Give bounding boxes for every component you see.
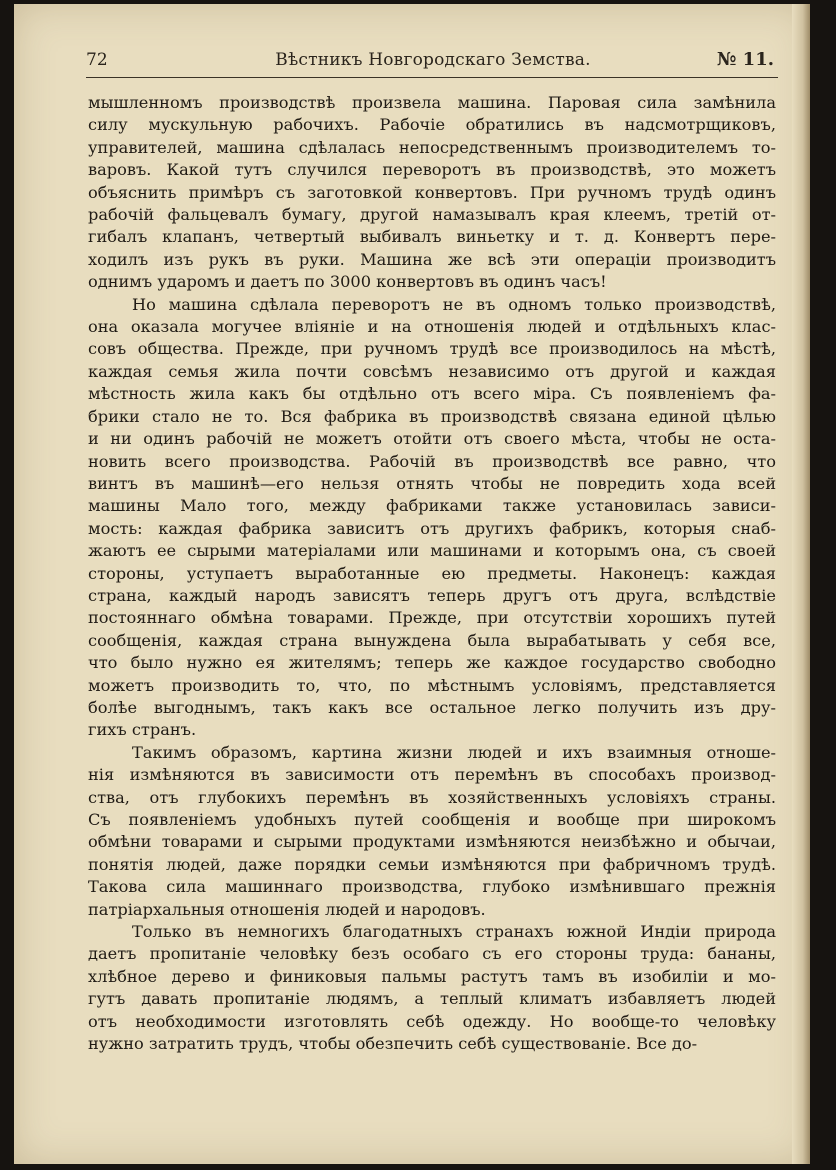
text-line: Съ появленіемъ удобныхъ путей сообщенія и вообще при широкомъ xyxy=(88,810,776,829)
text-line: новить всего производства. Рабочій въ производствѣ все равно, что xyxy=(88,451,776,471)
text-line: жаютъ ее сырыми матеріалами или машинами и которымъ она, съ своей xyxy=(88,541,776,561)
text-line: Но машина сдѣлала переворотъ не въ одномъ только производствѣ, xyxy=(132,294,776,314)
text-line: и ни одинъ рабочій не можетъ отойти отъ своего мѣста, чтобы не оста- xyxy=(88,429,776,449)
text-line: Такова сила машиннаго производства, глубоко измѣнившаго прежнія xyxy=(88,877,776,897)
text-line: она оказала могучее вліяніе и на отношенія людей и отдѣльныхъ клас- xyxy=(88,317,776,337)
text-line: обмѣни товарами и сырыми продуктами измѣняются неизбѣжно и обычаи, xyxy=(88,832,776,852)
text-line: силу мускульную рабочихъ. Рабочіе обратились въ надсмотрщиковъ, xyxy=(88,115,776,135)
paragraph xyxy=(88,92,776,294)
paragraph xyxy=(88,921,776,1055)
page-gutter xyxy=(792,4,810,1164)
paragraph xyxy=(88,742,776,921)
text-line: можетъ производить то, что, по мѣстнымъ условіямъ, представляется xyxy=(88,675,776,695)
text-line: мость: каждая фабрика зависитъ отъ другихъ фабрикъ, которыя снаб- xyxy=(88,518,776,538)
text-line: хлѣбное дерево и финиковыя пальмы растутъ тамъ въ изобиліи и мо- xyxy=(88,966,776,986)
paragraph xyxy=(88,294,776,742)
header-rule xyxy=(86,77,778,78)
text-line: сообщенія, каждая страна вынуждена была вырабатывать у себя все, xyxy=(88,630,776,650)
text-line: отъ необходимости изготовлять себѣ одежду. Но вообще-то человѣку xyxy=(88,1011,776,1031)
text-line: постояннаго обмѣна товарами. Прежде, при отсутствіи хорошихъ путей xyxy=(88,608,776,628)
text-line: мѣстность жила какъ бы отдѣльно отъ всего міра. Съ появленіемъ фа- xyxy=(88,384,776,404)
text-line: гихъ странъ. xyxy=(88,720,197,740)
text-line: болѣе выгоднымъ, такъ какъ все остальное легко получить изъ дру- xyxy=(88,697,776,717)
text-line: однимъ ударомъ и даетъ по 3000 конвертовъ въ одинъ часъ! xyxy=(88,272,607,292)
text-line: управителей, машина сдѣлалась непосредственнымъ производителемъ то- xyxy=(88,137,776,157)
text-line: даетъ пропитаніе человѣку безъ особаго съ его стороны труда: бананы, xyxy=(88,944,776,964)
text-line: объяснить примѣръ съ заготовкой конвертовъ. При ручномъ трудѣ одинъ xyxy=(88,182,776,202)
text-line: ходилъ изъ рукъ въ руки. Машина же всѣ эти операціи производитъ xyxy=(88,249,776,269)
text-line: что было нужно ея жителямъ; теперь же каждое государство свободно xyxy=(88,653,776,673)
text-line: нія измѣняются въ зависимости отъ перемѣнъ въ способахъ производ- xyxy=(88,765,776,785)
text-line: патріархальныя отношенія людей и народовъ. xyxy=(88,899,486,919)
issue-number: № 11. xyxy=(716,49,774,70)
text-line: совъ общества. Прежде, при ручномъ трудѣ все производилось на мѣстѣ, xyxy=(88,339,776,359)
text-line: Только въ немногихъ благодатныхъ странахъ южной Индіи природа xyxy=(132,922,776,942)
text-line: рабочій фальцевалъ бумагу, другой намазывалъ края клеемъ, третій от- xyxy=(88,205,776,225)
text-line: понятія людей, даже порядки семьи измѣняются при фабричномъ трудѣ. xyxy=(88,854,776,874)
text-line: варовъ. Какой тутъ случился переворотъ въ производствѣ, это можетъ xyxy=(88,160,776,180)
text-line: страна, каждый народъ зависятъ теперь другъ отъ друга, вслѣдствіе xyxy=(88,585,776,605)
text-line: машины Мало того, между фабриками также установилась зависи- xyxy=(88,496,776,516)
journal-title: Вѣстникъ Новгородскаго Земства. xyxy=(275,50,591,70)
text-line: Такимъ образомъ, картина жизни людей и ихъ взаимныя отноше- xyxy=(132,742,776,762)
text-line: гибалъ клапанъ, четвертый выбивалъ виньетку и т. д. Конвертъ пере- xyxy=(88,227,776,247)
text-line: гутъ давать пропитаніе людямъ, а теплый климатъ избавляетъ людей xyxy=(88,989,776,1009)
running-header xyxy=(86,48,780,78)
text-line: винтъ въ машинѣ—его нельзя отнять чтобы не повредить хода всей xyxy=(88,473,776,493)
text-line: стороны, уступаетъ выработанные ею предметы. Наконецъ: каждая xyxy=(88,563,776,583)
page-number: 72 xyxy=(86,50,108,70)
text-line: каждая семья жила почти совсѣмъ независимо отъ другой и каждая xyxy=(88,361,776,381)
text-line: ства, отъ глубокихъ перемѣнъ въ хозяйственныхъ условіяхъ страны. xyxy=(88,787,776,807)
text-line: брики стало не то. Вся фабрика въ производствѣ связана единой цѣлью xyxy=(88,406,776,426)
article-body xyxy=(88,92,776,1055)
text-line: мышленномъ производствѣ произвела машина. Паровая сила замѣнила xyxy=(88,93,776,112)
text-line: нужно затратить трудъ, чтобы обезпечить себѣ существованіе. Все до- xyxy=(88,1034,698,1054)
